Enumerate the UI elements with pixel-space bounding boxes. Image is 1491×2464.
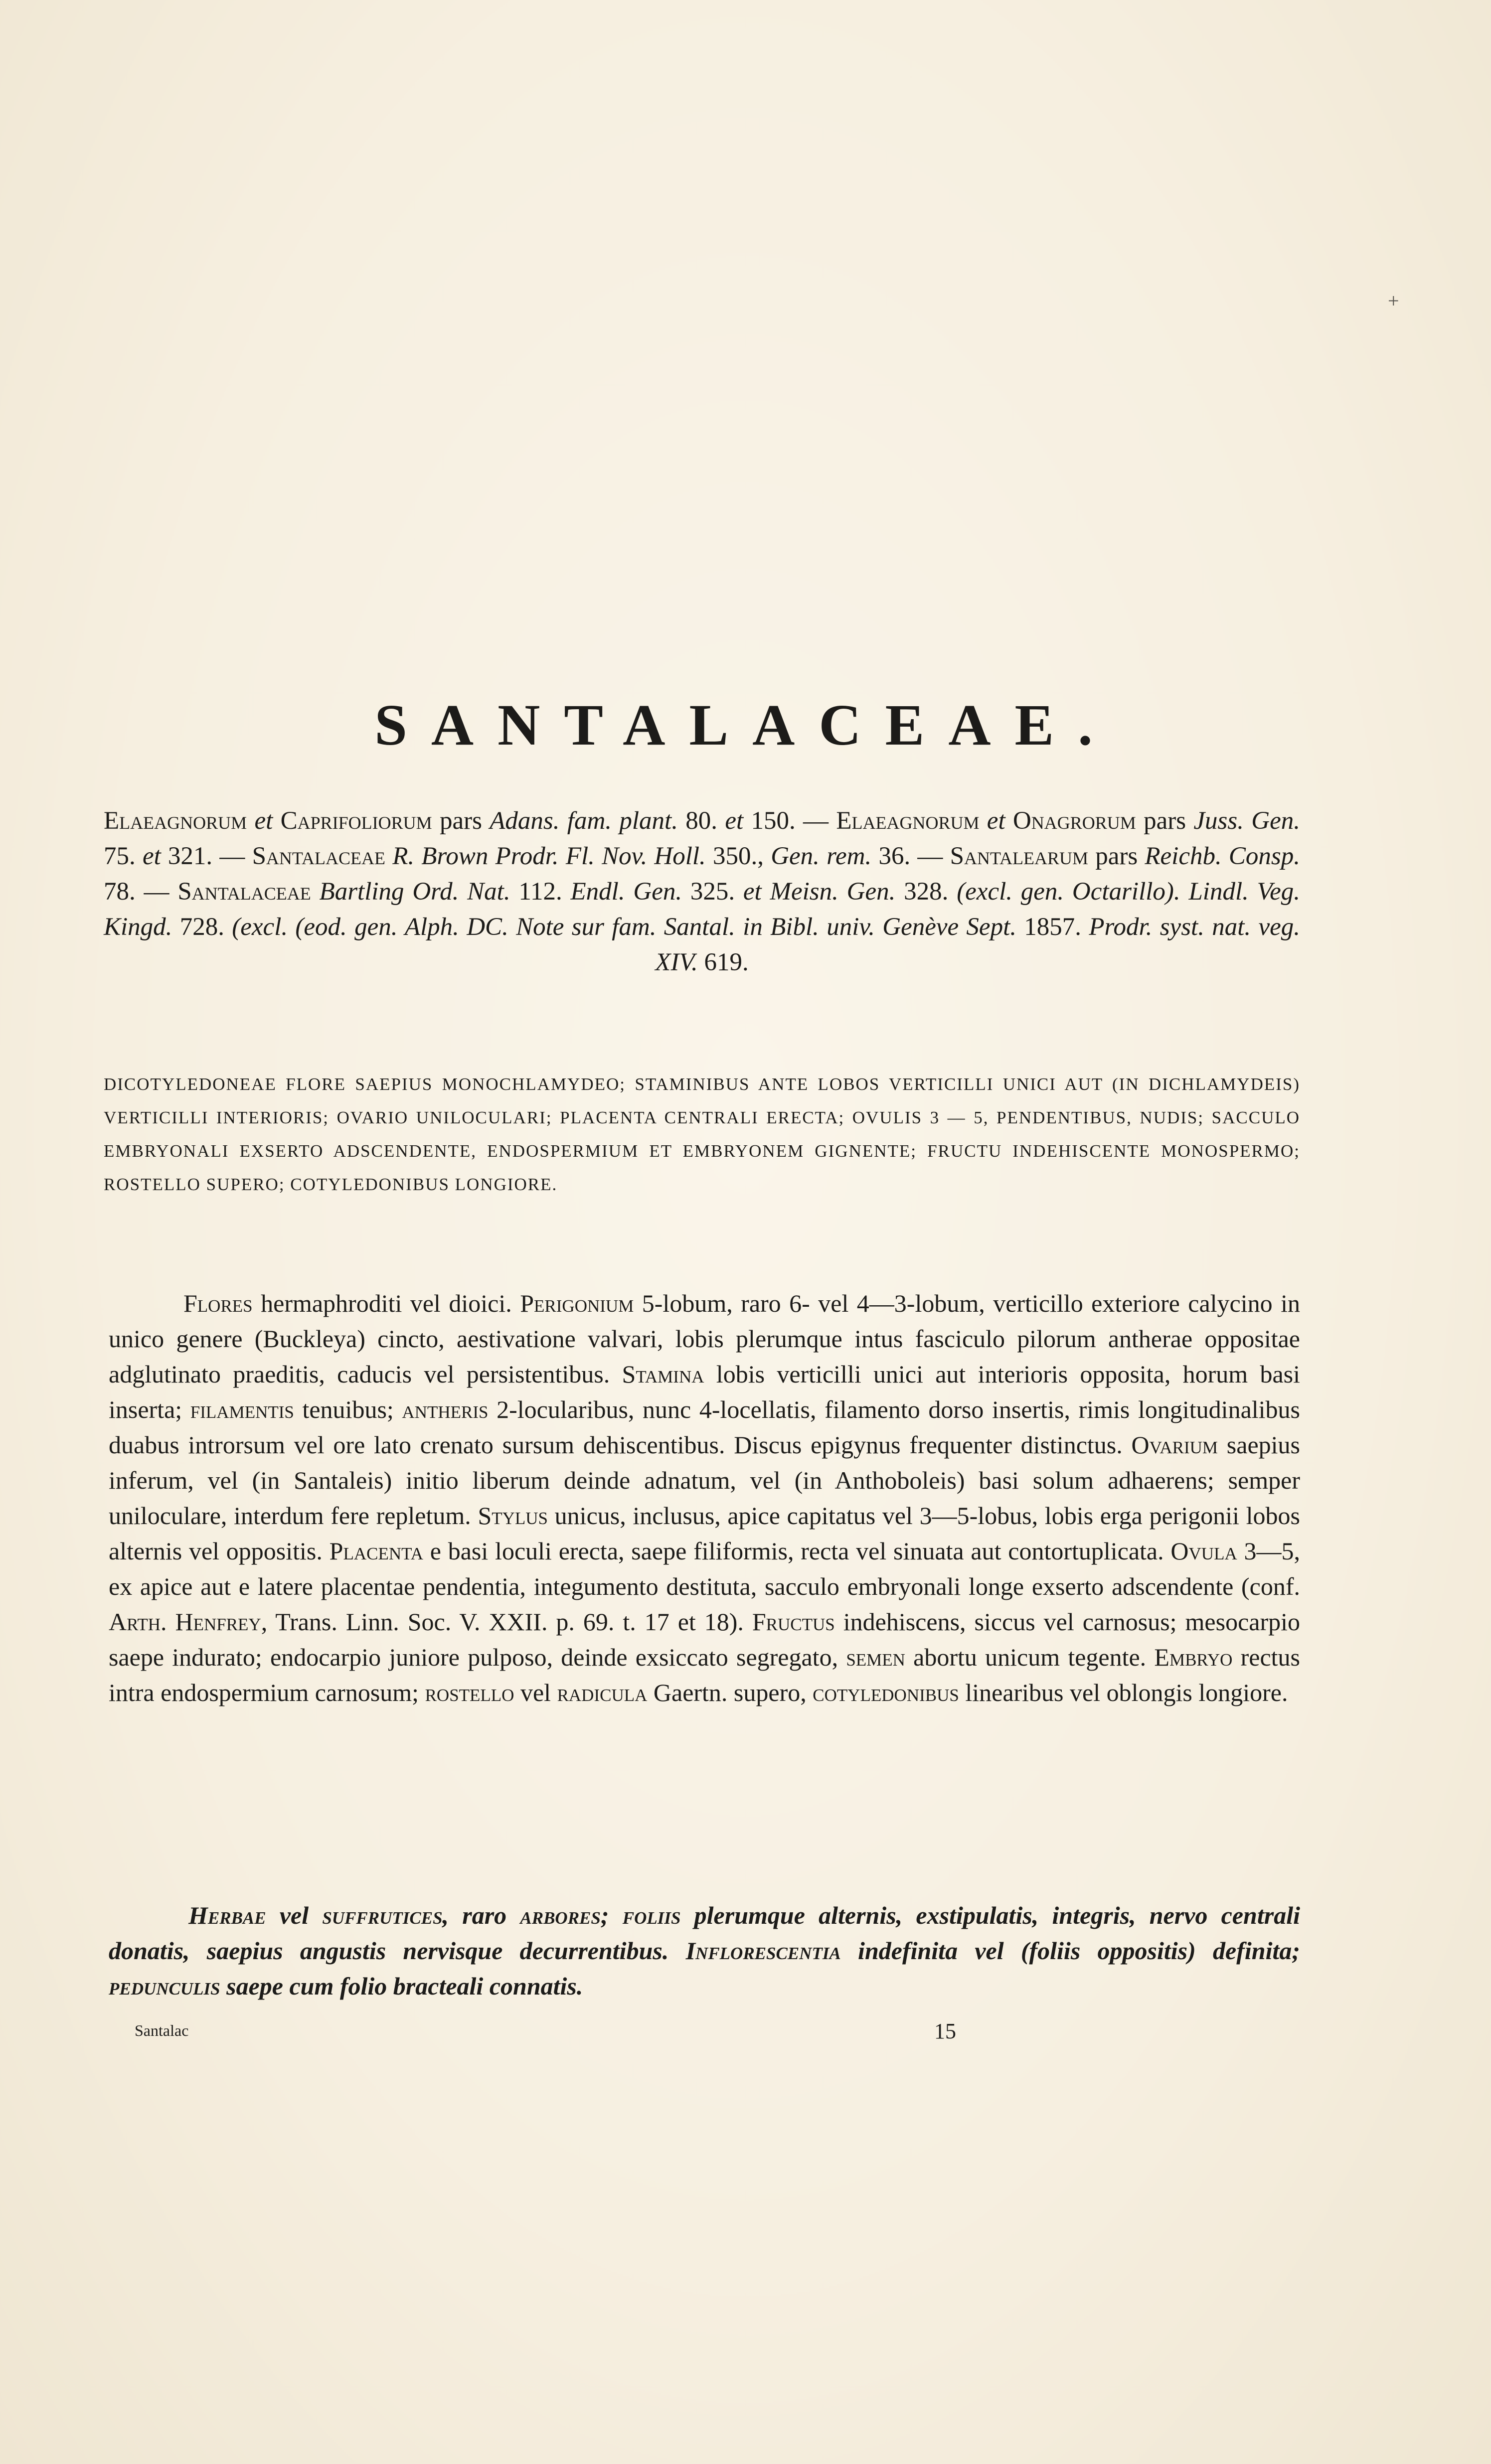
syn-citation: Reichb. Consp. — [1145, 842, 1301, 870]
syn-name: Onagrorum — [1012, 807, 1136, 835]
habit-text: plerumque alternis, exstipulatis, integris, nervo centrali donatis, saepius angustis nervisque decurrentibus. — [109, 1901, 1300, 1965]
syn-citation: Bartling Ord. Nat. — [319, 878, 510, 906]
syn-text: 321. — — [161, 842, 252, 870]
syn-citation: et Meisn. Gen. — [743, 878, 896, 906]
syn-citation: Prodr. syst. nat. veg. XIV. — [655, 913, 1301, 976]
term: arbores — [520, 1901, 601, 1929]
term: Stamina — [622, 1360, 704, 1388]
habit-text: , raro — [442, 1901, 520, 1929]
syn-text: 78. — — [104, 878, 178, 906]
term: Ovarium — [1131, 1431, 1218, 1459]
term: semen — [846, 1643, 905, 1671]
syn-text: 728. — [172, 913, 232, 941]
syn-text: 1857. — [1016, 913, 1089, 941]
syn-text: 75. — [104, 842, 143, 870]
syn-citation: (excl. gen. Octarillo). Lindl. Veg. Kingd. — [104, 878, 1301, 941]
syn-text: et — [725, 807, 744, 835]
syn-text: 328. — [895, 878, 957, 906]
syn-citation: (excl. (eod. gen. Alph. DC. Note sur fam. Santal. in Bibl. univ. Genève Sept. — [232, 913, 1016, 941]
term: Stylus — [478, 1502, 548, 1530]
term: antheris — [402, 1395, 489, 1423]
syn-citation: R. Brown Prodr. Fl. Nov. Holl. — [392, 842, 706, 870]
syn-citation: Adans. fam. plant. — [490, 807, 678, 835]
desc-text: saepius inferum, vel (in Santaleis) initio liberum deinde adnatum, vel (in Anthoboleis) basi solum adhaerens; semper uniloculare, interdum fere repletum. — [109, 1431, 1300, 1530]
desc-text: 3—5, ex apice aut e latere placentae pendentia, integumento destituta, sacculo embryonali longe exserto adscendente (conf. — [109, 1537, 1301, 1600]
term: Embryo — [1154, 1643, 1233, 1671]
syn-name: Elaeagnorum — [104, 807, 247, 835]
desc-text: unicus, inclusus, apice capitatus vel 3—5-lobus, lobis erga perigonii lobos alternis vel oppositis. — [109, 1502, 1300, 1565]
term: foliis — [622, 1901, 681, 1929]
margin-mark-plus: + — [1388, 290, 1399, 312]
habit-text: saepe cum folio bracteali connatis. — [220, 1972, 583, 2000]
desc-text: Gaertn. supero, — [647, 1679, 813, 1706]
desc-text: , Trans. Linn. Soc. V. XXII. p. 69. t. 17 et 18). — [261, 1608, 752, 1636]
syn-name: Elaeagnorum — [836, 807, 980, 835]
syn-text: pars — [1088, 842, 1145, 870]
syn-text: 112. — [510, 878, 571, 906]
desc-text: indehiscens, siccus vel carnosus; mesocarpio saepe indurato; endocarpio juniore pulposo, deinde exsiccato segregato, — [109, 1608, 1300, 1671]
author-name: Arth. Henfrey — [109, 1608, 261, 1636]
term: suffrutices — [322, 1901, 443, 1929]
syn-citation: Juss. Gen. — [1193, 807, 1300, 835]
habit-text: indefinita vel (foliis oppositis) definita; — [840, 1937, 1301, 1965]
term: Flores — [183, 1289, 253, 1317]
syn-text: 325. — [682, 878, 743, 906]
syn-text: et — [247, 807, 281, 835]
syn-text: 619. — [697, 948, 749, 976]
syn-text: 36. — — [871, 842, 950, 870]
signature-mark: Santalac — [135, 2021, 189, 2039]
syn-text: pars — [1136, 807, 1194, 835]
syn-name: Santalearum — [950, 842, 1089, 870]
term: pedunculis — [109, 1972, 220, 2000]
habit-text: vel — [266, 1901, 323, 1929]
diagnosis-paragraph: DICOTYLEDONEAE FLORE SAEPIUS MONOCHLAMYDEO; STAMINIBUS ANTE LOBOS VERTICILLI UNICI AUT (IN DICHLAMYDEIS) VERTICILLI INTERIORIS; OVARIO UNILOCULARI; PLACENTA CENTRALI ERECTA; OVULIS 3 — 5, PENDENTIBUS, NUDIS; SACCULO EMBRYONALI EXSERTO ADSCENDENTE, ENDOSPERMIUM ET EMBRYONEM GIGNENTE; FRUCTU INDEHISCENTE MONOSPERMO; ROSTELLO SUPERO; COTYLEDONIBUS LONGIORE. — [104, 1075, 1300, 1194]
syn-text: et — [142, 842, 161, 870]
syn-text: 150. — — [743, 807, 836, 835]
syn-citation: Endl. Gen. — [570, 878, 682, 906]
description-paragraph — [109, 1286, 1300, 1710]
term: rostello — [425, 1679, 514, 1706]
desc-text: tenuibus; — [294, 1395, 402, 1423]
syn-text: pars — [432, 807, 490, 835]
term: cotyledonibus — [813, 1679, 959, 1706]
syn-text: 80. — [677, 807, 725, 835]
desc-text: vel — [514, 1679, 557, 1706]
syn-name: Santalaceae — [252, 842, 386, 870]
term: filamentis — [190, 1395, 294, 1423]
habit-paragraph — [109, 1898, 1300, 2004]
term: Placenta — [329, 1537, 423, 1565]
desc-text: 2-locularibus, nunc 4-locellatis, filamento dorso insertis, rimis longitudinalibus duabus introrsum vel ore lato crenato sursum dehiscentibus. Discus epigynus frequenter distinctus. — [109, 1395, 1300, 1459]
habit-text: ; — [600, 1901, 623, 1929]
desc-text: abortu unicum tegente. — [905, 1643, 1155, 1671]
syn-text — [311, 878, 320, 906]
syn-text: 350., — [705, 842, 771, 870]
term: radicula — [557, 1679, 648, 1706]
syn-citation: Gen. rem. — [771, 842, 872, 870]
term: Herbae — [188, 1901, 266, 1929]
synonymy-paragraph — [104, 803, 1300, 980]
term: Ovula — [1170, 1537, 1237, 1565]
desc-text: rectus intra endospermium carnosum; — [109, 1643, 1300, 1706]
term: Inflorescentia — [685, 1937, 841, 1965]
family-title: SANTALACEAE. — [374, 692, 1117, 758]
page-number: 15 — [934, 2019, 956, 2043]
desc-text: 5-lobum, raro 6- vel 4—3-lobum, verticillo exteriore calycino in unico genere (Buckleya) cincto, aestivatione valvari, lobis plerumque intus fasciculo pilorum antherae oppositae adglutinato praeditis, caducis vel persistentibus. — [109, 1289, 1300, 1388]
syn-text: et — [979, 807, 1013, 835]
desc-text: hermaphroditi vel dioici. — [252, 1289, 520, 1317]
syn-name: Santalaceae — [177, 878, 311, 906]
desc-text: linearibus vel oblongis longiore. — [959, 1679, 1288, 1706]
term: Perigonium — [520, 1289, 634, 1317]
desc-text: e basi loculi erecta, saepe filiformis, recta vel sinuata aut contortuplicata. — [423, 1537, 1171, 1565]
desc-text: lobis verticilli unici aut interioris opposita, horum basi inserta; — [109, 1360, 1300, 1423]
syn-text — [385, 842, 392, 870]
term: Fructus — [752, 1608, 835, 1636]
syn-name: Caprifoliorum — [280, 807, 432, 835]
